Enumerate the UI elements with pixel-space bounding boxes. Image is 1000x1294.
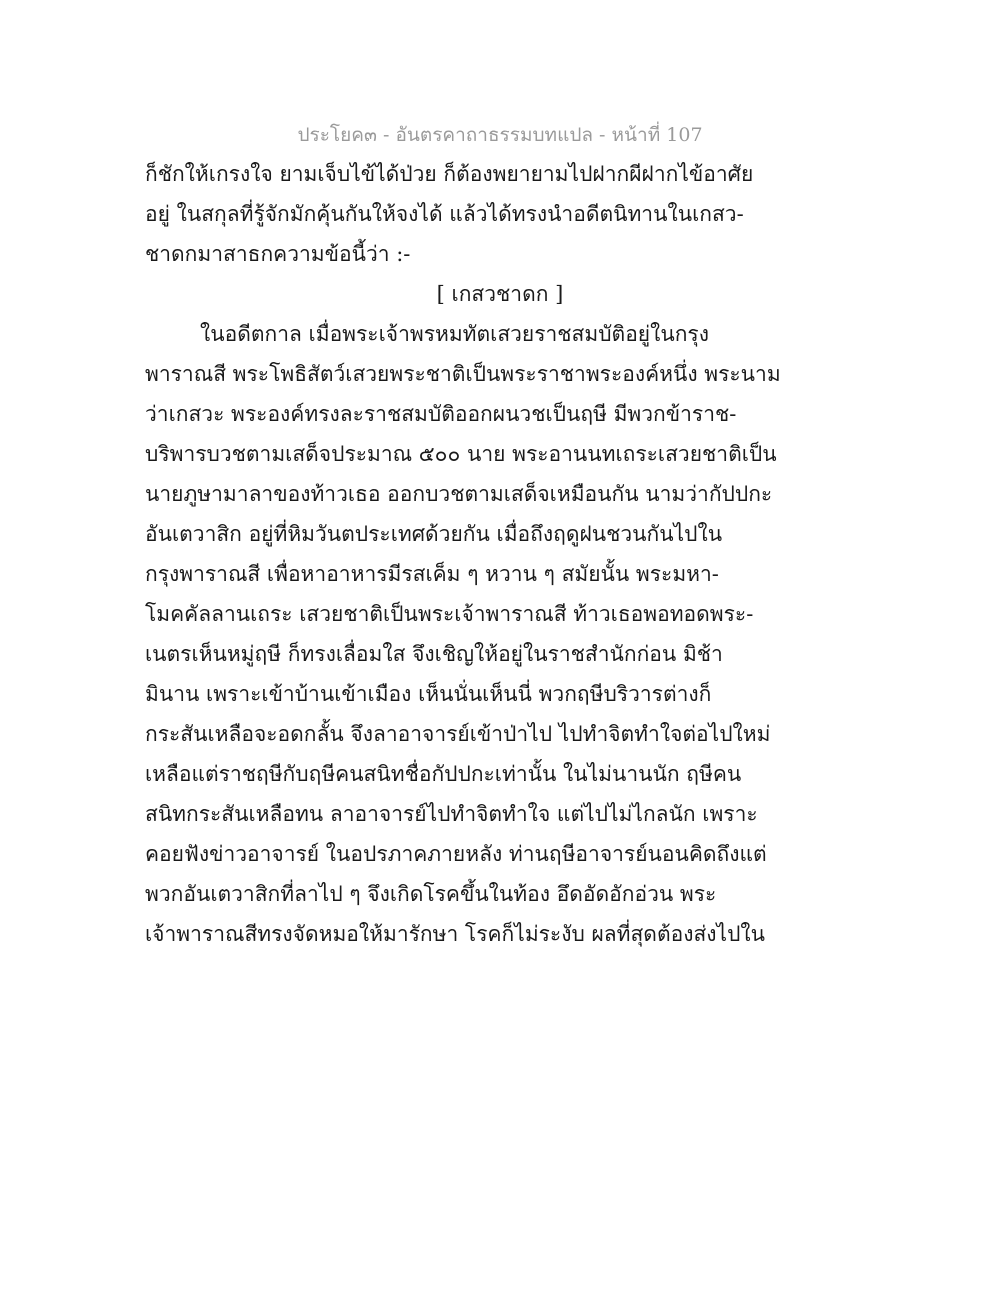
body-line-10: มินาน เพราะเข้าบ้านเข้าเมือง เห็นนั่นเห็นนี่ พวกฤษีบริวารต่างก็ bbox=[145, 682, 712, 706]
body-line-3: ว่าเกสวะ พระองค์ทรงละราชสมบัติออกผนวชเป็นฤษี มีพวกข้าราช- bbox=[145, 402, 737, 426]
body-line-15: พวกอันเตวาสิกที่ลาไป ๆ จึงเกิดโรคขึ้นในท้อง อึดอัดอักอ่วน พระ bbox=[145, 882, 717, 906]
body-line-13: สนิทกระสันเหลือทน ลาอาจารย์ไปทำจิตทำใจ แต่ไปไม่ไกลนัก เพราะ bbox=[145, 802, 758, 826]
body-line-1: ในอดีตกาล เมื่อพระเจ้าพรหมทัตเสวยราชสมบัติอยู่ในกรุง bbox=[200, 322, 709, 346]
body-line-14: คอยฟังข่าวอาจารย์ ในอปรภาคภายหลัง ท่านฤษีอาจารย์นอนคิดถึงแต่ bbox=[145, 842, 767, 866]
body-line-16: เจ้าพาราณสีทรงจัดหมอให้มารักษา โรคก็ไม่ระงับ ผลที่สุดต้องส่งไปใน bbox=[145, 922, 766, 946]
body-line-8: โมคคัลลานเถระ เสวยชาติเป็นพระเจ้าพาราณสี ท้าวเธอพอทอดพระ- bbox=[145, 602, 754, 626]
intro-line-3: ชาดกมาสาธกความข้อนี้ว่า :- bbox=[145, 242, 411, 266]
section-heading: [ เกสวชาดก ] bbox=[436, 282, 564, 306]
body-line-6: อันเตวาสิก อยู่ที่หิมวันตประเทศด้วยกัน เมื่อถึงฤดูฝนชวนกันไปใน bbox=[145, 522, 723, 546]
body-line-9: เนตรเห็นหมู่ฤษี ก็ทรงเลื่อมใส จึงเชิญให้อยู่ในราชสำนักก่อน มิช้า bbox=[145, 642, 723, 666]
body-line-5: นายภูษามาลาของท้าวเธอ ออกบวชตามเสด็จเหมือนกัน นามว่ากัปปกะ bbox=[145, 482, 773, 506]
body-line-7: กรุงพาราณสี เพื่อหาอาหารมีรสเค็ม ๆ หวาน ๆ สมัยนั้น พระมหา- bbox=[145, 562, 719, 586]
intro-line-2: อยู่ ในสกุลที่รู้จักมักคุ้นกันให้จงได้ แล้วได้ทรงนำอดีตนิทานในเกสว- bbox=[145, 202, 744, 226]
intro-line-1: ก็ชักให้เกรงใจ ยามเจ็บไข้ได้ป่วย ก็ต้องพยายามไปฝากผีฝากไข้อาศัย bbox=[145, 162, 754, 186]
body-line-2: พาราณสี พระโพธิสัตว์เสวยพระชาติเป็นพระราชาพระองค์หนึ่ง พระนาม bbox=[145, 362, 781, 386]
body-line-11: กระสันเหลือจะอดกลั้น จึงลาอาจารย์เข้าป่าไป ไปทำจิตทำใจต่อไปใหม่ bbox=[145, 722, 771, 746]
body-line-12: เหลือแต่ราชฤษีกับฤษีคนสนิทชื่อกัปปกะเท่านั้น ในไม่นานนัก ฤษีคน bbox=[145, 762, 742, 786]
body-line-4: บริพารบวชตามเสด็จประมาณ ๕๐๐ นาย พระอานนทเถระเสวยชาติเป็น bbox=[145, 442, 777, 466]
running-header: ประโยค๓ - อันตรคาถาธรรมบทแปล - หน้าที่ 107 bbox=[297, 124, 703, 146]
